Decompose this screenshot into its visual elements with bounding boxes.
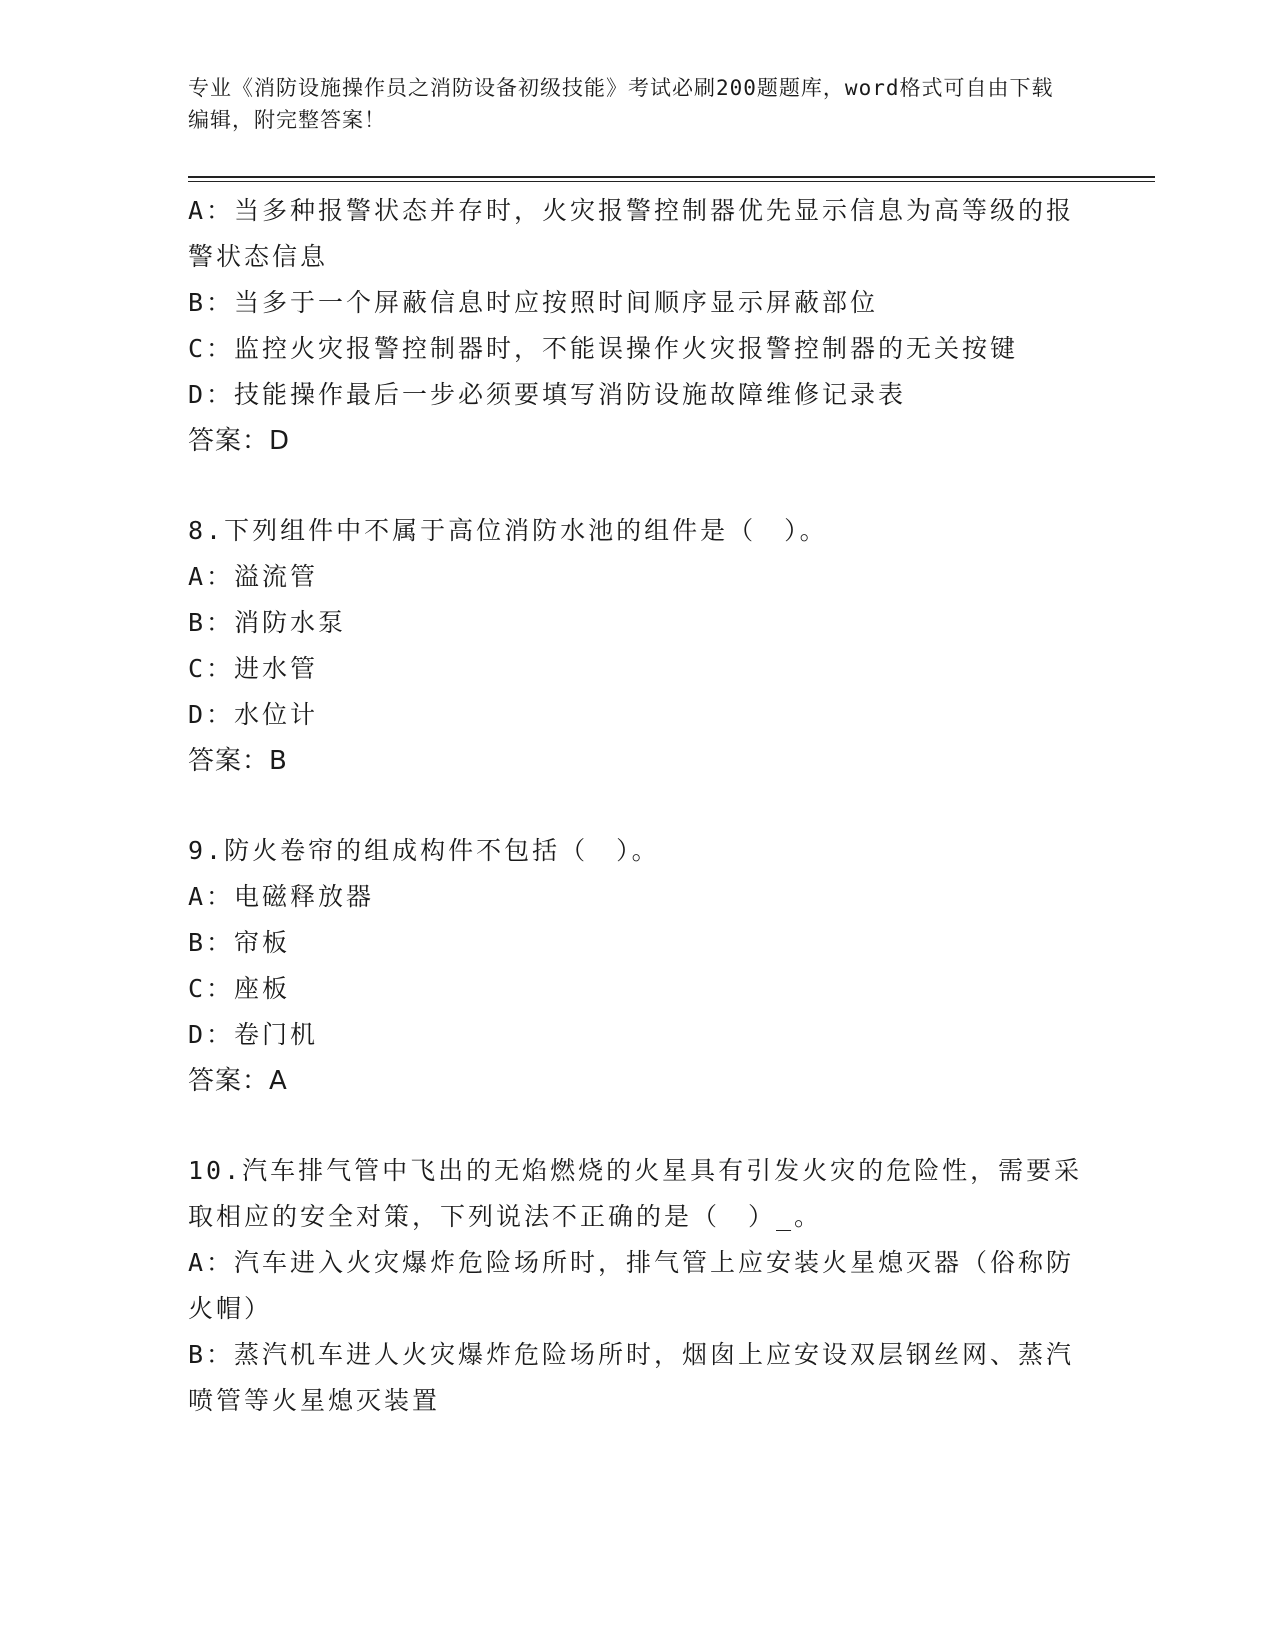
option-d: D：技能操作最后一步必须要填写消防设施故障维修记录表 bbox=[188, 380, 907, 409]
option-d: D：水位计 bbox=[188, 700, 319, 729]
question-8 bbox=[188, 508, 1088, 784]
option-d: D：卷门机 bbox=[188, 1020, 319, 1049]
answer-line: 答案：D bbox=[188, 426, 291, 456]
option-a: A：当多种报警状态并存时，火灾报警控制器优先显示信息为高等级的报警状态信息 bbox=[188, 196, 1075, 271]
option-a: A：溢流管 bbox=[188, 562, 319, 591]
question-stem: 8.下列组件中不属于高位消防水池的组件是（ ）。 bbox=[188, 516, 828, 545]
question-stem: 10.汽车排气管中飞出的无焰燃烧的火星具有引发火灾的危险性，需要采取相应的安全对策，下列说法不正确的是（ ）_。 bbox=[188, 1156, 1083, 1231]
option-b: B：消防水泵 bbox=[188, 608, 347, 637]
question-10 bbox=[188, 1148, 1088, 1424]
answer-line: 答案：B bbox=[188, 746, 288, 776]
option-b: B：帘板 bbox=[188, 928, 291, 957]
option-c: C：进水管 bbox=[188, 654, 319, 683]
option-b: B：当多于一个屏蔽信息时应按照时间顺序显示屏蔽部位 bbox=[188, 288, 879, 317]
option-a: A：电磁释放器 bbox=[188, 882, 375, 911]
question-7-continuation bbox=[188, 188, 1088, 464]
option-c: C：座板 bbox=[188, 974, 291, 1003]
document-header: 专业《消防设施操作员之消防设备初级技能》考试必刷200题题库，word格式可自由下载编辑，附完整答案！ bbox=[188, 76, 1054, 132]
header-rule-thin bbox=[188, 181, 1155, 182]
question-content bbox=[188, 188, 1088, 1424]
header-rule-thick bbox=[188, 176, 1155, 178]
option-b: B：蒸汽机车进人火灾爆炸危险场所时，烟囱上应安设双层钢丝网、蒸汽喷管等火星熄灭装置 bbox=[188, 1340, 1075, 1415]
option-a: A：汽车进入火灾爆炸危险场所时，排气管上应安装火星熄灭器（俗称防火帽） bbox=[188, 1248, 1075, 1323]
question-9 bbox=[188, 828, 1088, 1104]
answer-line: 答案：A bbox=[188, 1066, 288, 1096]
option-c: C：监控火灾报警控制器时，不能误操作火灾报警控制器的无关按键 bbox=[188, 334, 1019, 363]
question-stem: 9.防火卷帘的组成构件不包括（ ）。 bbox=[188, 836, 660, 865]
